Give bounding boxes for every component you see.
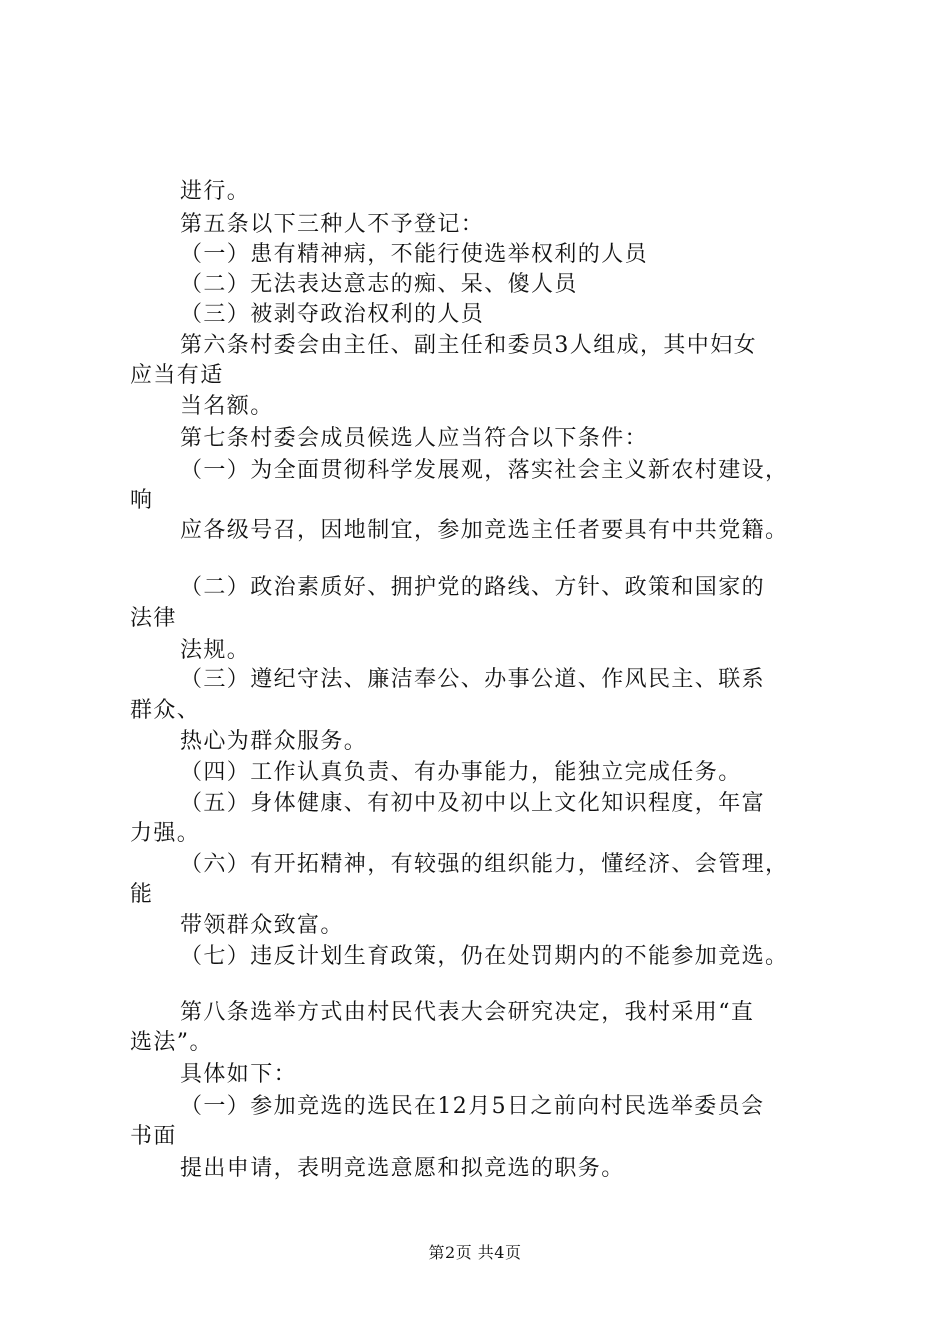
text-line: （一）为全面贯彻科学发展观，落实社会主义新农村建设， (180, 458, 789, 483)
text-line: （七）违反计划生育政策，仍在处罚期内的不能参加竞选。 (180, 944, 789, 969)
text-line: 应当有适 (130, 363, 224, 388)
text-line: （一）参加竞选的选民在12月5日之前向村民选举委员会 (180, 1094, 765, 1119)
text-line: 法律 (130, 606, 177, 631)
text-line: （三）被剥夺政治权利的人员 (180, 302, 485, 327)
text-line: 选法”。 (130, 1030, 213, 1055)
text-line: 第八条选举方式由村民代表大会研究决定，我村采用“直 (180, 1000, 755, 1025)
page-footer: 第2页 共4页 (428, 1243, 522, 1262)
text-line: （三）遵纪守法、廉洁奉公、办事公道、作风民主、联系 (180, 667, 766, 692)
text-line: 热心为群众服务。 (180, 729, 368, 754)
text-line: （一）患有精神病，不能行使选举权利的人员 (180, 242, 649, 267)
text-line: 进行。 (180, 179, 251, 204)
text-line: 第七条村委会成员候选人应当符合以下条件： (180, 426, 649, 451)
text-line: （二）政治素质好、拥护党的路线、方针、政策和国家的 (180, 575, 766, 600)
text-line: 能 (130, 882, 154, 907)
text-line: （五）身体健康、有初中及初中以上文化知识程度，年富 (180, 791, 766, 816)
text-line: 法规。 (180, 638, 251, 663)
text-line: 书面 (130, 1124, 177, 1149)
text-line: （二）无法表达意志的痴、呆、傻人员 (180, 272, 578, 297)
text-line: 第五条以下三种人不予登记： (180, 212, 485, 237)
text-line: 群众、 (130, 698, 201, 723)
text-line: 提出申请，表明竞选意愿和拟竞选的职务。 (180, 1156, 625, 1181)
text-line: 具体如下： (180, 1062, 298, 1087)
text-line: 当名额。 (180, 394, 274, 419)
text-line: 力强。 (130, 821, 201, 846)
text-line: （六）有开拓精神，有较强的组织能力，懂经济、会管理， (180, 852, 789, 877)
text-line: 响 (130, 488, 154, 513)
text-line: 带领群众致富。 (180, 913, 344, 938)
text-line: 应各级号召，因地制宜，参加竞选主任者要具有中共党籍。 (180, 518, 789, 543)
text-line: （四）工作认真负责、有办事能力，能独立完成任务。 (180, 760, 742, 785)
text-line: 第六条村委会由主任、副主任和委员3人组成，其中妇女 (180, 333, 757, 358)
